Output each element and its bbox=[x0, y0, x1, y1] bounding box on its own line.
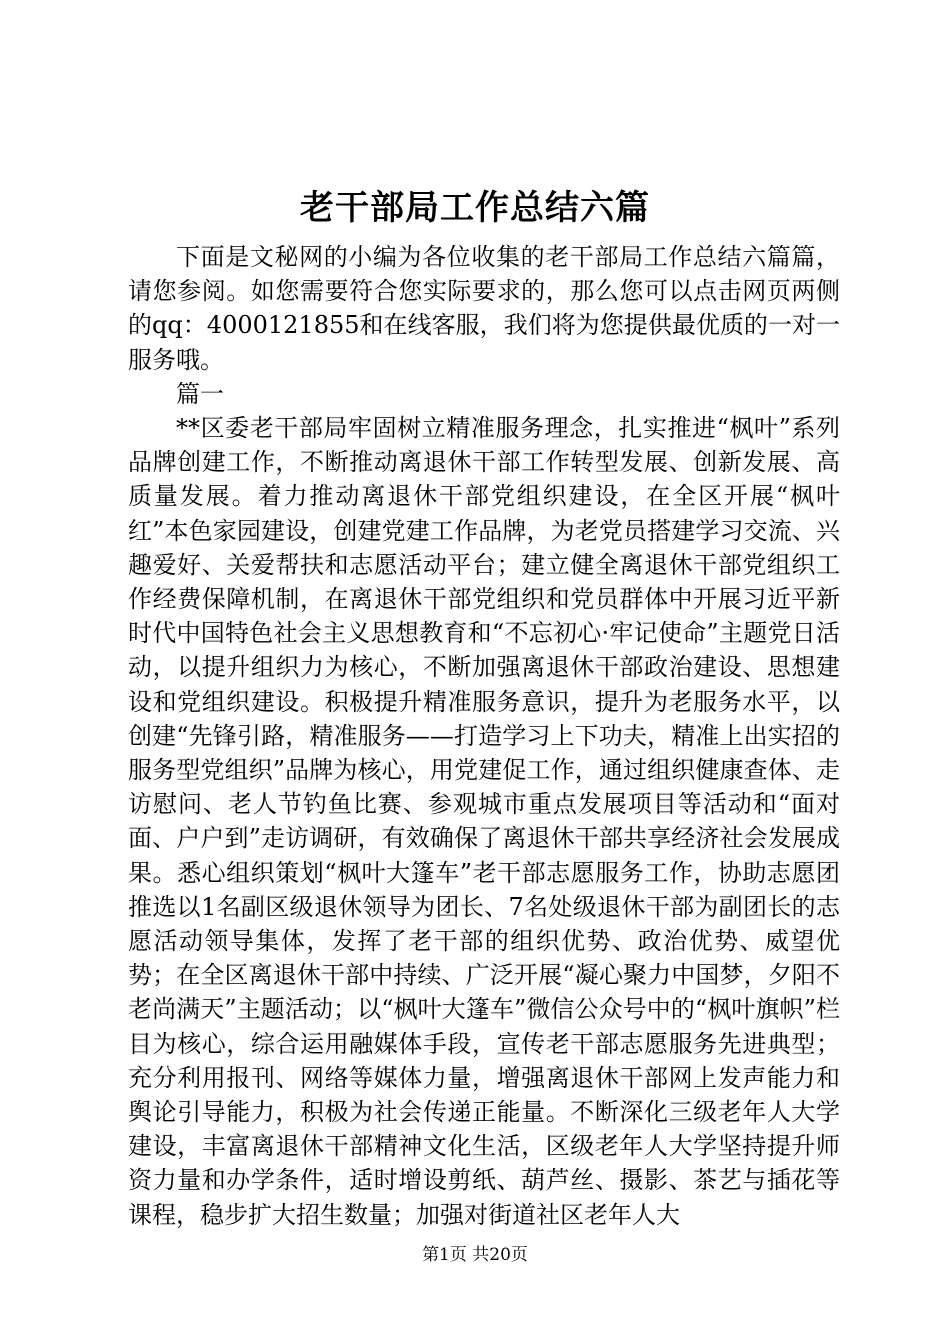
section-heading: 篇一 bbox=[176, 379, 224, 408]
body-paragraph: **区委老干部局牢固树立精准服务理念，扎实推进“枫叶”系列品牌创建工作，不断推动离退休干部工作转型发展、创新发展、高质量发展。着力推动离退休干部党组织建设，在全区开展“枫叶红”本色家园建设，创建党建工作品牌，为老党员搭建学习交流、兴趣爱好、关爱帮扶和志愿活动平台；建立健全离退休干部党组织工作经费保障机制，在离退休干部党组织和党员群体中开展习近平新时代中国特色社会主义思想教育和“不忘初心·牢记使命”主题党日活动，以提升组织力为核心，不断加强离退休干部政治建设、思想建设和党组织建设。积极提升精准服务意识，提升为老服务水平，以创建“先锋引路，精准服务——打造学习上下功夫，精准上出实招的服务型党组织”品牌为核心，用党建促工作，通过组织健康查体、走访慰问、老人节钓鱼比赛、参观城市重点发展项目等活动和“面对面、户户到”走访调研，有效确保了离退休干部共享经济社会发展成果。悉心组织策划“枫叶大篷车”老干部志愿服务工作，协助志愿团推选以1名副区级退休领导为团长、7名处级退休干部为副团长的志愿活动领导集体，发挥了老干部的组织优势、政治优势、威望优势；在全区离退休干部中持续、广泛开展“凝心聚力中国梦，夕阳不老尚满天”主题活动；以“枫叶大篷车”微信公众号中的“枫叶旗帜”栏目为核心，综合运用融媒体手段，宣传老干部志愿服务先进典型；充分利用报刊、网络等媒体力量，增强离退休干部网上发声能力和舆论引导能力，积极为社会传递正能量。不断深化三级老年人大学建设，丰富离退休干部精神文化生活，区级老年人大学坚持提升师资力量和办学条件，适时增设剪纸、葫芦丝、摄影、茶艺与插花等课程，稳步扩大招生数量；加强对街道社区老年人大 bbox=[128, 414, 840, 1229]
page-indicator: 第1页 共20页 bbox=[422, 1245, 528, 1265]
document-body bbox=[128, 240, 840, 1232]
document-title: 老干部局工作总结六篇 bbox=[300, 188, 650, 228]
intro-paragraph: 下面是文秘网的小编为各位收集的老干部局工作总结六篇篇，请您参阅。如您需要符合您实际要求的，那么您可以点击网页两侧的qq：4000121855和在线客服，我们将为您提供最优质的一对一服务哦。 bbox=[128, 243, 840, 374]
